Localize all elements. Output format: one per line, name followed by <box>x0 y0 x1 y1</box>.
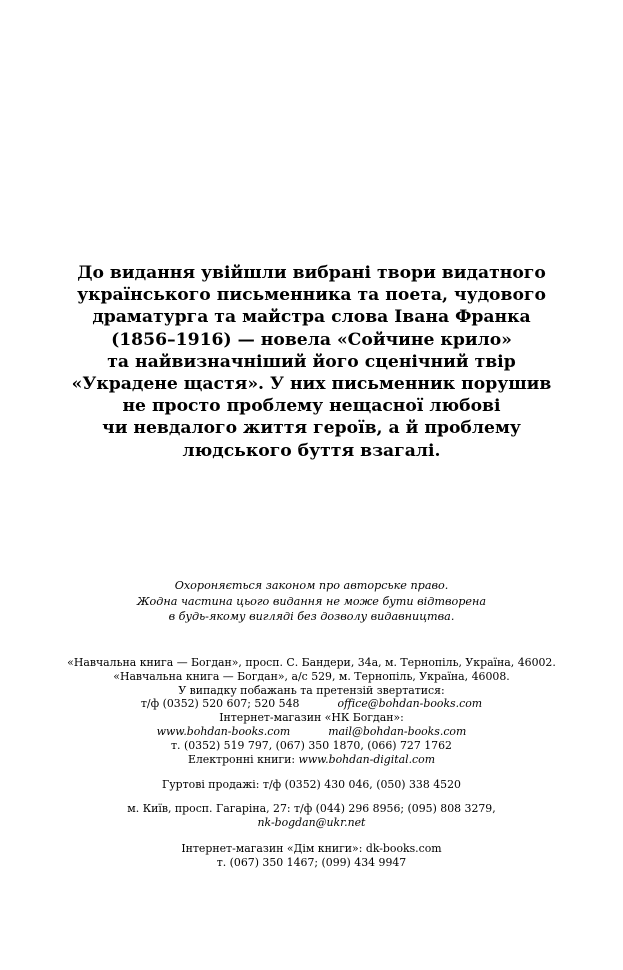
publisher-address-po-box: «Навчальна книга — Богдан», а/с 529, м. Тернопіль, Україна, 46008. <box>113 669 510 683</box>
dim-knyhy-phones: т. (067) 350 1467; (099) 434 9947 <box>216 855 407 869</box>
annotation-line: не просто проблему нещасної любові <box>122 396 501 417</box>
book-annotation <box>70 262 553 462</box>
annotation-line: та найвизначніший його сценічний твір <box>107 351 516 372</box>
annotation-line: чи невдалого життя героїв, а й проблему <box>102 418 521 439</box>
shop-title: Інтернет-магазин «НК Богдан»: <box>219 711 404 725</box>
shop-links <box>40 725 583 739</box>
annotation-line: людського буття взагалі. <box>182 440 441 461</box>
annotation-line: драматурга та майстра слова Івана Франка <box>92 307 531 328</box>
kyiv-contacts: м. Київ, просп. Гагаріна, 27: т/ф (044) 296 8956; (095) 808 3279, <box>127 802 496 816</box>
ebooks-label: Електронні книги: <box>187 752 296 766</box>
copyright-line: Охороняється законом про авторське право. <box>174 579 449 592</box>
office-contacts <box>40 697 583 711</box>
office-email: office@bohdan-books.com <box>337 697 483 711</box>
annotation-line: До видання увійшли вибрані твори видатного <box>77 263 546 283</box>
office-phone: т/ф (0352) 520 607; 520 548 <box>140 697 300 711</box>
shop-phones: т. (0352) 519 797, (067) 350 1870, (066) 727 1762 <box>171 738 452 752</box>
annotation-line: (1856–1916) — новела «Сойчине крило» <box>111 329 512 350</box>
publisher-contacts <box>40 656 583 869</box>
dim-knyhy-title: Інтернет-магазин «Дім книги»: dk-books.com <box>181 841 442 855</box>
copyright-line: в будь-якому вигляді без дозволу видавництва. <box>168 610 455 624</box>
shop-site-link[interactable]: www.bohdan-books.com <box>156 724 291 738</box>
publisher-address-main: «Навчальна книга — Богдан», просп. С. Бандери, 34а, м. Тернопіль, Україна, 46002. <box>67 656 556 669</box>
copyright-notice <box>100 578 523 625</box>
kyiv-email-link[interactable]: nk-bogdan@ukr.net <box>257 815 366 829</box>
wholesale-contacts: Гуртові продажі: т/ф (0352) 430 046, (050) 338 4520 <box>162 778 461 792</box>
complaints-note: У випадку побажань та претензій звертатися: <box>178 683 445 697</box>
ebooks-line <box>40 753 583 767</box>
shop-email-link[interactable]: mail@bohdan-books.com <box>328 724 467 738</box>
annotation-line: «Украдене щастя». У них письменник порушив <box>71 374 552 395</box>
copyright-line: Жодна частина цього видання не може бути відтворена <box>136 594 487 608</box>
annotation-line: українського письменника та поета, чудового <box>77 285 546 306</box>
ebooks-site-link[interactable]: www.bohdan-digital.com <box>298 752 436 766</box>
